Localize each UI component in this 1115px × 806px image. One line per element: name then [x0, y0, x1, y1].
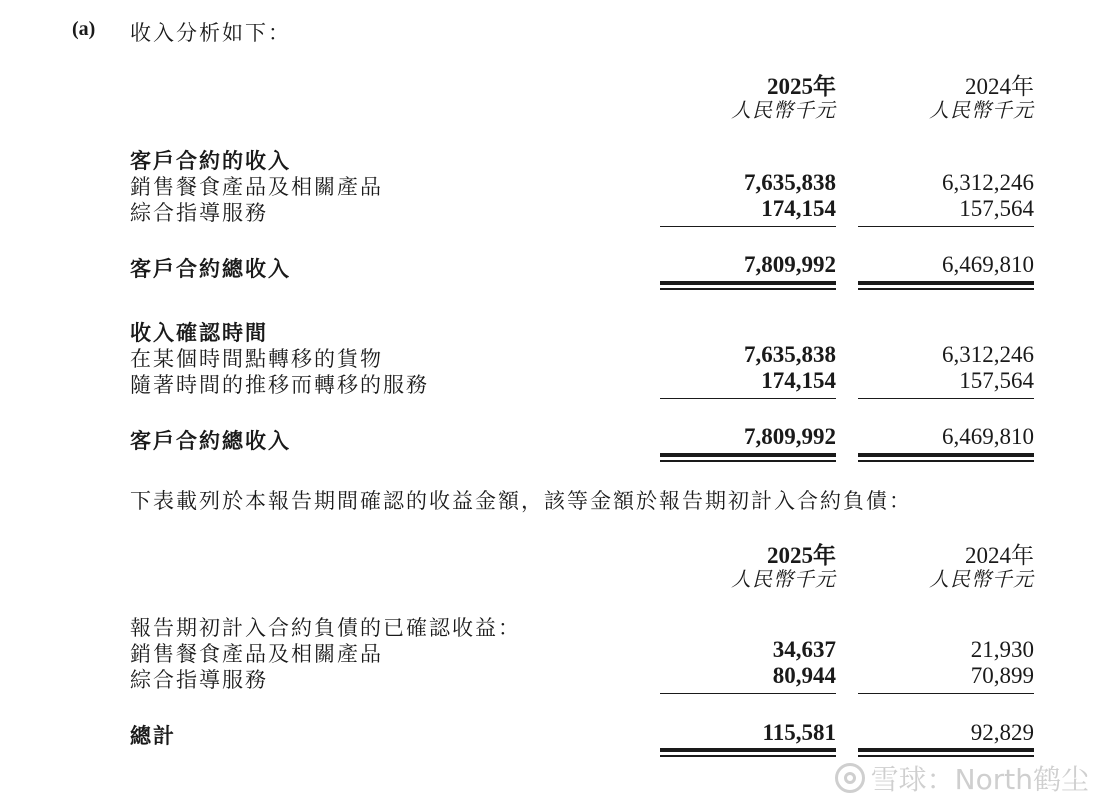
column-header-2024: 2024年 [965, 74, 1034, 99]
snowball-logo-icon [835, 763, 865, 793]
column-unit-2025: 人民幣千元 [731, 567, 836, 591]
subtotal-rule [858, 693, 1034, 694]
total-double-rule [858, 288, 1034, 290]
section-label: (a) [72, 18, 96, 40]
column-header-2025: 2025年 [767, 543, 836, 568]
cell-2024: 157,564 [959, 196, 1034, 221]
section-title-contract-revenue: 客戶合約的收入 [130, 149, 291, 173]
intro-paragraph: 下表載列於本報告期間確認的收益金額，該等金額於報告期初計入合約負債： [130, 489, 912, 513]
total-double-rule [660, 453, 836, 457]
cell-2025: 80,944 [772, 663, 836, 688]
row-label: 綜合指導服務 [130, 668, 268, 692]
cell-2024: 70,899 [970, 663, 1034, 688]
cell-2025: 34,637 [772, 637, 836, 662]
column-header-2025: 2025年 [767, 74, 836, 99]
total-double-rule [660, 288, 836, 290]
total-double-rule [660, 460, 836, 462]
cell-2024: 157,564 [959, 368, 1034, 393]
total-double-rule [660, 748, 836, 752]
total-double-rule [660, 281, 836, 285]
total-double-rule [858, 755, 1034, 757]
section-title-contract-liabilities: 報告期初計入合約負債的已確認收益： [130, 616, 521, 640]
section-title-timing: 收入確認時間 [130, 321, 268, 345]
column-header-2024: 2024年 [965, 543, 1034, 568]
total-2024: 6,469,810 [942, 252, 1034, 277]
subtotal-rule [660, 226, 836, 227]
total-2025: 115,581 [762, 720, 836, 745]
total-double-rule [858, 460, 1034, 462]
total-double-rule [660, 755, 836, 757]
column-unit-2024: 人民幣千元 [929, 567, 1034, 591]
total-double-rule [858, 748, 1034, 752]
cell-2024: 21,930 [970, 637, 1034, 662]
total-2024: 6,469,810 [942, 424, 1034, 449]
column-unit-2024: 人民幣千元 [929, 98, 1034, 122]
watermark [835, 758, 1089, 798]
subtotal-rule [660, 693, 836, 694]
total-2024: 92,829 [970, 720, 1034, 745]
row-label: 銷售餐食產品及相關產品 [130, 175, 383, 199]
total-double-rule [858, 453, 1034, 457]
cell-2025: 7,635,838 [744, 342, 836, 367]
total-label: 客戶合約總收入 [130, 429, 291, 453]
section-heading: 收入分析如下： [130, 21, 291, 45]
row-label: 銷售餐食產品及相關產品 [130, 642, 383, 666]
cell-2024: 6,312,246 [942, 170, 1034, 195]
row-label: 綜合指導服務 [130, 201, 268, 225]
row-label: 在某個時間點轉移的貨物 [130, 347, 383, 371]
total-2025: 7,809,992 [744, 252, 836, 277]
cell-2025: 174,154 [761, 368, 836, 393]
total-label: 總計 [130, 724, 176, 748]
total-2025: 7,809,992 [744, 424, 836, 449]
watermark-text: 雪球：North鹤尘 [870, 763, 1089, 796]
column-unit-2025: 人民幣千元 [731, 98, 836, 122]
total-label: 客戶合約總收入 [130, 257, 291, 281]
subtotal-rule [858, 226, 1034, 227]
row-label: 隨著時間的推移而轉移的服務 [130, 373, 429, 397]
cell-2024: 6,312,246 [942, 342, 1034, 367]
cell-2025: 7,635,838 [744, 170, 836, 195]
total-double-rule [858, 281, 1034, 285]
subtotal-rule [858, 398, 1034, 399]
cell-2025: 174,154 [761, 196, 836, 221]
subtotal-rule [660, 398, 836, 399]
